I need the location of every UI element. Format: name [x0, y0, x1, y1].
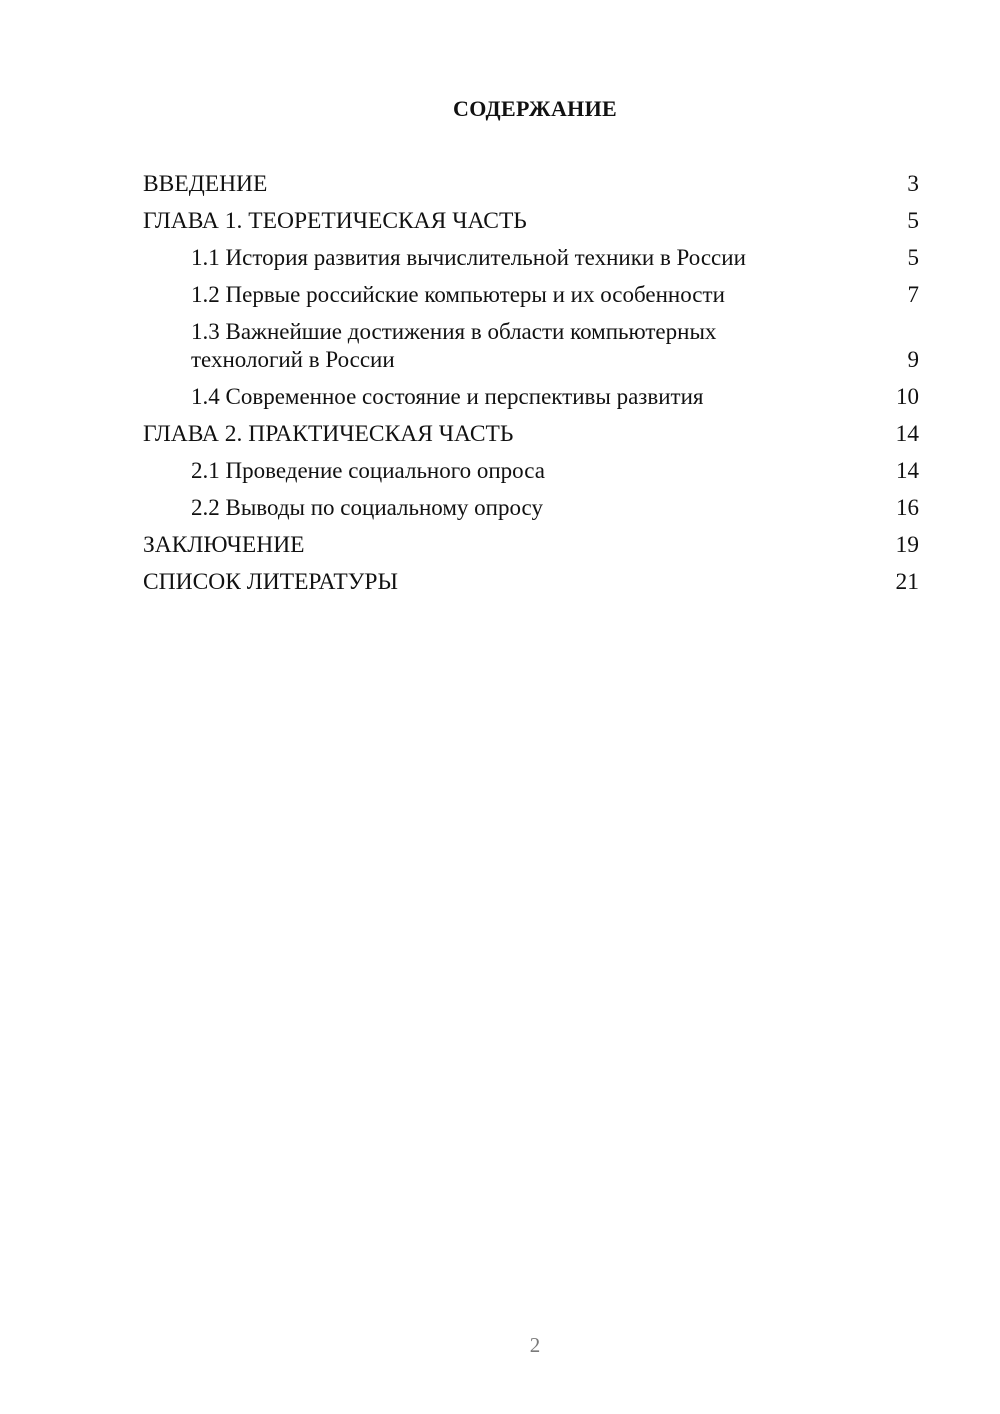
toc-entry-section-1-3[interactable] — [143, 318, 919, 374]
toc-entry-text: ГЛАВА 1. ТЕОРЕТИЧЕСКАЯ ЧАСТЬ — [143, 208, 527, 234]
toc-entry-section-1-1[interactable] — [143, 244, 919, 272]
toc-entry-page: 21 — [895, 569, 919, 595]
toc-entry-section-1-4[interactable] — [143, 383, 919, 411]
toc-entry-text: 1.2 Первые российские компьютеры и их особенности — [191, 282, 725, 307]
toc-entry-section-2-2[interactable] — [143, 494, 919, 522]
page-number: 2 — [529, 1333, 541, 1357]
toc-entry-page: 19 — [895, 532, 919, 558]
toc-entry-page: 5 — [907, 208, 919, 234]
toc-entry-page: 10 — [896, 384, 919, 409]
toc-entry-text: 1.4 Современное состояние и перспективы развития — [191, 384, 704, 409]
toc-entry-text: 2.1 Проведение социального опроса — [191, 458, 545, 483]
toc-entry-chapter-2[interactable] — [143, 420, 919, 448]
toc-entry-text: СПИСОК ЛИТЕРАТУРЫ — [143, 569, 398, 595]
toc-entry-page: 14 — [895, 421, 919, 447]
toc-entry-references[interactable] — [143, 568, 919, 596]
toc-entry-text: ЗАКЛЮЧЕНИЕ — [143, 532, 305, 558]
toc-entry-text: 2.2 Выводы по социальному опросу — [191, 495, 543, 520]
toc-entry-section-2-1[interactable] — [143, 457, 919, 485]
toc-entry-text: 1.3 Важнейшие достижения в области компьютерных технологий в России — [191, 319, 717, 372]
toc-entry-page: 9 — [907, 347, 919, 372]
toc-entry-chapter-1[interactable] — [143, 207, 919, 235]
toc-entry-conclusion[interactable] — [143, 531, 919, 559]
toc-entry-page: 3 — [907, 171, 919, 197]
toc-entry-page: 16 — [896, 495, 919, 520]
toc-entry-section-1-2[interactable] — [143, 281, 919, 309]
toc-entry-page: 7 — [907, 282, 919, 307]
page-title: СОДЕРЖАНИЕ — [453, 96, 617, 121]
toc-entry-page: 5 — [907, 245, 919, 270]
table-of-contents — [143, 170, 919, 605]
toc-entry-introduction[interactable] — [143, 170, 919, 198]
toc-entry-page: 14 — [896, 458, 919, 483]
toc-entry-text: ВВЕДЕНИЕ — [143, 171, 268, 197]
toc-entry-text: ГЛАВА 2. ПРАКТИЧЕСКАЯ ЧАСТЬ — [143, 421, 514, 447]
toc-entry-text: 1.1 История развития вычислительной техники в России — [191, 245, 746, 270]
